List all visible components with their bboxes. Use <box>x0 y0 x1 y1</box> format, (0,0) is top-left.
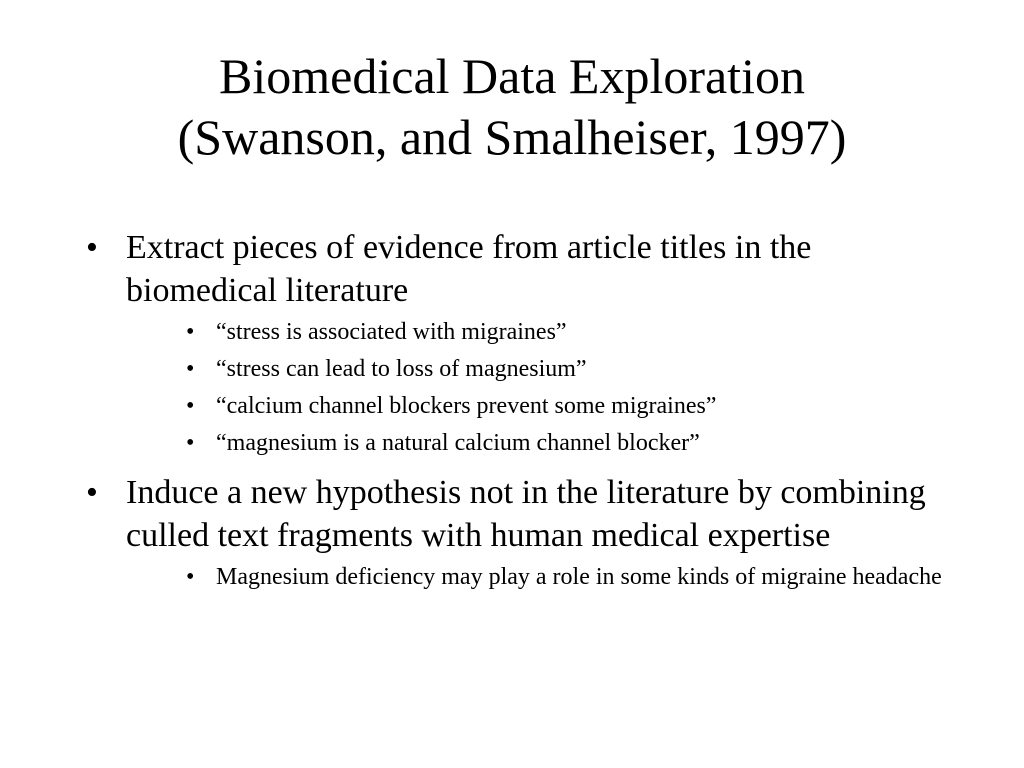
subpoint-list <box>86 317 946 459</box>
bullet-point-1 <box>86 226 946 312</box>
bullet-icon: • <box>86 229 98 266</box>
subpoint-text: “stress can lead to loss of magnesium” <box>216 356 587 382</box>
subpoint-4 <box>186 428 946 459</box>
subpoint-list <box>86 562 946 593</box>
title-line-1: Biomedical Data Exploration <box>219 48 805 104</box>
bullet-list <box>86 226 946 601</box>
bullet-icon: • <box>186 564 195 590</box>
bullet-icon: • <box>186 319 195 345</box>
subpoint-1 <box>186 317 946 348</box>
subpoint-text: “magnesium is a natural calcium channel blocker” <box>216 430 700 456</box>
bullet-icon: • <box>186 393 195 419</box>
subpoint-text: Magnesium deficiency may play a role in some kinds of migraine headache <box>216 564 942 590</box>
subpoint-5 <box>186 562 946 593</box>
subpoint-2 <box>186 354 946 385</box>
slide-title <box>0 46 1024 168</box>
bullet-icon: • <box>186 356 195 382</box>
bullet-text: Extract pieces of evidence from article titles in the biomedical literature <box>126 229 812 309</box>
bullet-text: Induce a new hypothesis not in the literature by combining culled text fragments with human medical expertise <box>126 474 926 554</box>
subpoint-text: “calcium channel blockers prevent some migraines” <box>216 393 717 419</box>
bullet-point-2 <box>86 471 946 557</box>
subpoint-text: “stress is associated with migraines” <box>216 319 567 345</box>
bullet-icon: • <box>186 430 195 456</box>
subpoint-3 <box>186 391 946 422</box>
title-line-2: (Swanson, and Smalheiser, 1997) <box>177 109 847 165</box>
bullet-icon: • <box>86 474 98 511</box>
